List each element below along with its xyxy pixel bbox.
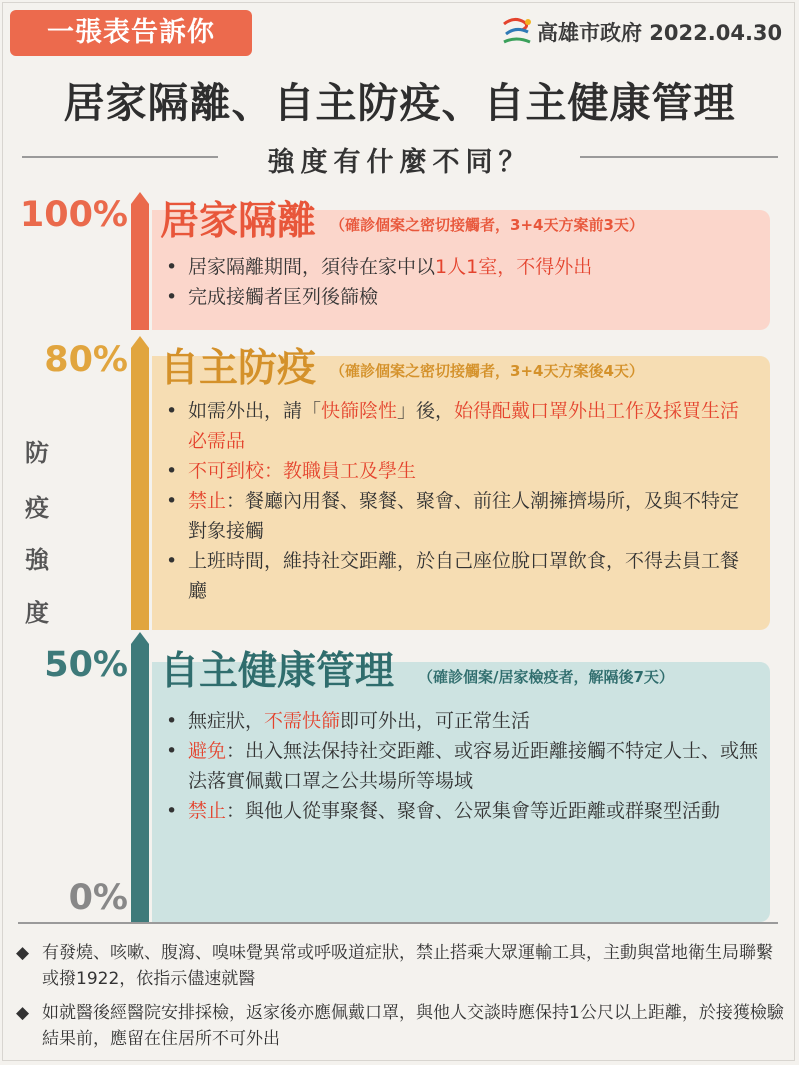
diamond-bullet-icon: ◆: [16, 1003, 30, 1023]
org-and-date: 高雄市政府 2022.04.30: [537, 21, 783, 45]
footer-note: [16, 1000, 786, 1052]
bar-arrow-orange-icon: [131, 336, 149, 348]
chart-baseline: [18, 922, 778, 924]
list-item: • 禁止：與他人從事聚餐、聚會、公眾集會等近距離或群聚型活動: [160, 796, 760, 826]
axis-label-char: 防: [25, 439, 49, 467]
pct-100-label: 100%: [19, 195, 128, 235]
diamond-bullet-icon: ◆: [16, 943, 30, 963]
list-item: • 完成接觸者匡列後篩檢: [160, 282, 760, 312]
list-item: • 如需外出，請「快篩陰性」後，始得配戴口罩外出工作及採買生活必需品: [160, 396, 755, 456]
bar-arrow-teal-icon: [131, 632, 149, 644]
header-tag: 一張表告訴你: [10, 10, 252, 56]
kaohsiung-logo-icon: [500, 14, 536, 48]
pct-80-label: 80%: [44, 340, 128, 380]
list-item: • 無症狀，不需快篩即可外出，可正常生活: [160, 706, 760, 736]
axis-label-char: 度: [25, 599, 49, 627]
list-item: • 上班時間，維持社交距離，於自己座位脫口罩飲食，不得去員工餐廳: [160, 546, 755, 606]
axis-label-char: 強: [25, 546, 49, 574]
home-isolation-list: [160, 252, 760, 312]
intensity-bar-orange: [131, 348, 149, 630]
axis-label-char: 疫: [25, 494, 49, 522]
intensity-bar-teal: [131, 644, 149, 922]
bar-arrow-red-icon: [131, 192, 149, 204]
footer-note: [16, 940, 786, 992]
pct-50-label: 50%: [44, 645, 128, 685]
pct-0-label: 0%: [68, 878, 128, 918]
section-note-self-prevention: （確診個案之密切接觸者，3+4天方案後4天）: [330, 362, 644, 380]
self-prevention-list: [160, 396, 755, 606]
footer-note-text: 如就醫後經醫院安排採檢，返家後亦應佩戴口罩，與他人交談時應保持1公尺以上距離，於接獲檢驗結果前，應留在住居所不可外出: [42, 1003, 784, 1049]
section-title-home-isolation: 居家隔離: [160, 199, 317, 244]
self-health-list: [160, 706, 760, 826]
section-title-self-prevention: 自主防疫: [160, 346, 317, 391]
intensity-bar-red: [131, 204, 149, 330]
section-note-home-isolation: （確診個案之密切接觸者，3+4天方案前3天）: [330, 216, 644, 234]
list-item: • 避免：出入無法保持社交距離、或容易近距離接觸不特定人士、或無法落實佩戴口罩之公共場所等場域: [160, 736, 760, 796]
section-title-self-health: 自主健康管理: [160, 649, 395, 694]
section-note-self-health: （確診個案/居家檢疫者，解隔後7天）: [418, 668, 674, 686]
subtitle: 強度有什麼不同？: [267, 147, 532, 178]
list-item: • 不可到校：教職員工及學生: [160, 456, 755, 486]
list-item: • 禁止：餐廳內用餐、聚餐、聚會、前往人潮擁擠場所，及與不特定對象接觸: [160, 486, 755, 546]
footer-note-text: 有發燒、咳嗽、腹瀉、嗅味覺異常或呼吸道症狀，禁止搭乘大眾運輸工具，主動與當地衛生局聯繫或撥1922，依指示儘速就醫: [42, 943, 773, 989]
list-item: • 居家隔離期間，須待在家中以1人1室，不得外出: [160, 252, 760, 282]
page-title: 居家隔離、自主防疫、自主健康管理: [63, 79, 736, 127]
